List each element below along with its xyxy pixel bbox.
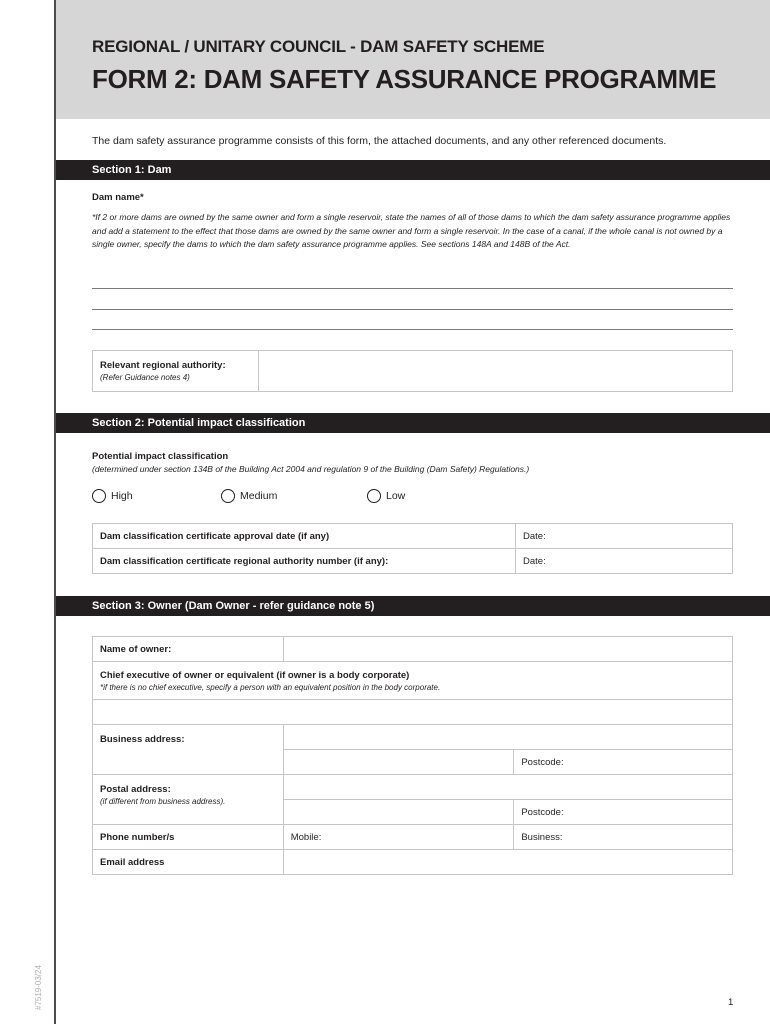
ceo-label-cell	[93, 662, 733, 700]
radio-low[interactable]	[367, 489, 405, 503]
header-subtitle: REGIONAL / UNITARY COUNCIL - DAM SAFETY SCHEME	[92, 37, 545, 56]
section-2-heading: Section 2: Potential impact classification	[56, 413, 770, 433]
form-code: #7519-03/24	[34, 965, 43, 1010]
postal-address-input-2[interactable]	[283, 800, 514, 825]
postal-address-note: (if different from business address).	[100, 797, 226, 806]
owner-name-label: Name of owner:	[93, 637, 284, 662]
business-address-input[interactable]	[283, 725, 732, 750]
postal-postcode-field[interactable]: Postcode:	[514, 800, 733, 825]
owner-name-input[interactable]	[283, 637, 732, 662]
postal-address-label-cell	[93, 775, 284, 825]
radio-medium[interactable]	[221, 489, 277, 503]
page-number: 1	[728, 997, 734, 1008]
dam-name-label: Dam name*	[92, 192, 144, 203]
classification-options	[92, 489, 592, 505]
authority-label: Relevant regional authority:	[100, 360, 226, 371]
business-address-label: Business address:	[93, 725, 284, 775]
ceo-note: *if there is no chief executive, specify a person with an equivalent position in the body corporate.	[100, 682, 441, 692]
mobile-field[interactable]: Mobile:	[283, 825, 514, 850]
dam-name-line-2[interactable]	[92, 309, 733, 310]
dam-name-line-1[interactable]	[92, 288, 733, 289]
business-postcode-field[interactable]: Postcode:	[514, 750, 733, 775]
authority-number-label: Dam classification certificate regional authority number (if any):	[93, 549, 516, 574]
section-1-heading: Section 1: Dam	[56, 160, 770, 180]
dam-name-line-3[interactable]	[92, 329, 733, 330]
authority-number-field[interactable]: Date:	[516, 549, 733, 574]
owner-table	[92, 636, 733, 875]
email-label: Email address	[93, 850, 284, 875]
postal-address-input[interactable]	[283, 775, 732, 800]
radio-circle-icon[interactable]	[92, 489, 106, 503]
page-margin-line	[54, 0, 56, 1024]
classification-certificate-table	[92, 523, 733, 574]
authority-table	[92, 350, 733, 392]
radio-high[interactable]	[92, 489, 133, 503]
authority-input[interactable]	[259, 351, 733, 392]
postal-address-label: Postal address:	[100, 784, 171, 795]
form-header	[56, 0, 770, 119]
radio-circle-icon[interactable]	[367, 489, 381, 503]
business-address-input-2[interactable]	[283, 750, 514, 775]
classification-note: (determined under section 134B of the Building Act 2004 and regulation 9 of the Building (Dam Safety) Regulations.)	[92, 464, 530, 474]
email-input[interactable]	[283, 850, 732, 875]
radio-low-label: Low	[386, 490, 406, 502]
approval-date-field[interactable]: Date:	[516, 524, 733, 549]
business-phone-field[interactable]: Business:	[514, 825, 733, 850]
authority-note: (Refer Guidance notes 4)	[100, 373, 190, 382]
radio-medium-label: Medium	[240, 490, 278, 502]
radio-high-label: High	[111, 490, 133, 502]
approval-date-label: Dam classification certificate approval date (if any)	[93, 524, 516, 549]
phone-label: Phone number/s	[93, 825, 284, 850]
classification-label: Potential impact classification	[92, 451, 229, 462]
radio-circle-icon[interactable]	[221, 489, 235, 503]
ceo-input[interactable]	[93, 700, 733, 725]
dam-name-note: *If 2 or more dams are owned by the same owner and form a single reservoir, state the names of all of those dams to which the dam safety assurance programme applies and add a statement to the effect that those dams are owned by the same owner and form a single reservoir. In the case of a canal, if the whole canal is not owned by a single owner, specify the dams to which the dam safety assurance programme applies. See sections 148A and 148B of the Act.	[92, 212, 731, 250]
ceo-label: Chief executive of owner or equivalent (if owner is a body corporate)	[100, 669, 410, 681]
section-3-heading: Section 3: Owner (Dam Owner - refer guidance note 5)	[56, 596, 770, 616]
authority-label-cell	[93, 351, 259, 392]
intro-text: The dam safety assurance programme consists of this form, the attached documents, and any other referenced documents.	[92, 135, 667, 147]
form-title: FORM 2: DAM SAFETY ASSURANCE PROGRAMME	[92, 64, 717, 94]
